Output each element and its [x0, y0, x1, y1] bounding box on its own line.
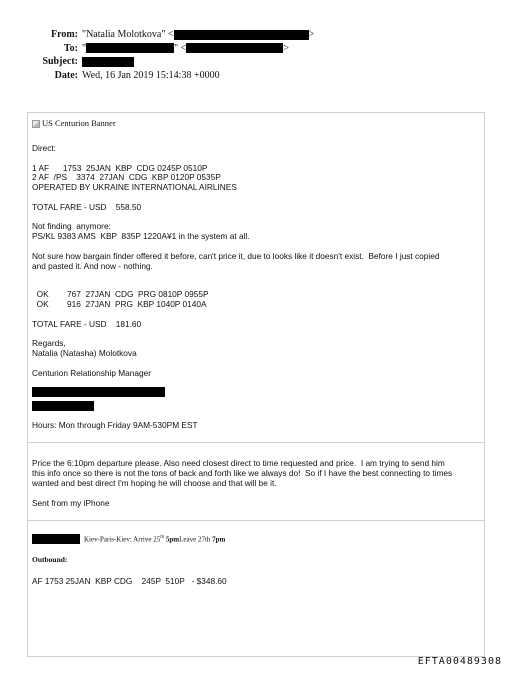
email-header [0, 28, 314, 82]
banner [32, 118, 482, 130]
hours-block [32, 421, 482, 431]
divider [27, 442, 485, 443]
to-label: To: [63, 42, 78, 54]
direct-label: Direct: [32, 143, 56, 153]
not-finding-line: Not finding anymore: [32, 221, 111, 232]
redacted-contact [32, 387, 482, 411]
af-fare-line: AF 1753 25JAN KBP CDG 245P 510P - $348.60 [32, 576, 227, 587]
redaction-block [32, 534, 80, 544]
subject-row [0, 55, 314, 69]
total-fare: TOTAL FARE - USD 181.60 [32, 318, 142, 329]
redaction-block [32, 387, 165, 397]
sent-block [32, 499, 482, 509]
note-line: and pasted it. And now - nothing. [32, 260, 153, 271]
reply-line: this info once so there is not the tons of back and forth like we always do! So if I have the best connecting to times [32, 468, 453, 479]
trip-summary [32, 533, 482, 545]
operated-line: OPERATED BY UKRAINE INTERNATIONAL AIRLINES [32, 182, 237, 193]
redaction-block [32, 401, 94, 411]
date-row [0, 69, 314, 83]
title-block [32, 369, 482, 379]
message-body [32, 118, 482, 587]
to-end: > [283, 42, 289, 54]
redaction-block [82, 57, 134, 67]
trip-prefix: Kiev-Paris-Kiev: Arrive 25 [84, 535, 161, 544]
to-mid: " < [174, 42, 187, 54]
from-row [0, 28, 314, 42]
ok-block [32, 290, 482, 310]
trip-leave: Leave 27th [179, 535, 213, 544]
to-row [0, 42, 314, 56]
regards: Regards, [32, 338, 66, 349]
date-value: Wed, 16 Jan 2019 15:14:38 +0000 [82, 69, 220, 81]
reply-block [32, 459, 482, 488]
to-open: " [82, 42, 87, 54]
trip-text [84, 533, 225, 545]
broken-image-icon [32, 120, 40, 128]
note-block [32, 252, 482, 272]
sender-name: Natalia (Natasha) Molotkova [32, 348, 137, 359]
reply-line: wanted and best direct I'm hoping he will choose and that will be it. [32, 477, 277, 488]
direct-block [32, 144, 482, 154]
note-line: Not sure how bargain finder offered it before, can't price it, due to looks like it doesn't exist. Before I just copied [32, 250, 440, 261]
ok-line: OK 916 27JAN PRG KBP 1040P 0140A [32, 299, 207, 310]
trip-superscript: th [160, 535, 165, 541]
route-line: 2 AF /PS 3374 27JAN CDG KBP 0120P 0535P [32, 172, 221, 183]
divider [27, 520, 485, 521]
subject-label: Subject: [42, 56, 78, 67]
route-line: 1 AF 1753 25JAN KBP CDG 0245P 0510P [32, 162, 208, 173]
sent-from: Sent from my iPhone [32, 497, 110, 508]
fare-block [32, 320, 482, 330]
reply-line: Price the 6:10pm departure please. Also need closest direct to time requested and price. I am trying to send him [32, 458, 445, 469]
banner-alt-text: US Centurion Banner [42, 118, 116, 129]
document-id: EFTA00489308 [417, 656, 502, 667]
hours: Hours: Mon through Friday 9AM-530PM EST [32, 419, 198, 430]
fare-block [32, 203, 482, 213]
from-label: From: [50, 29, 78, 40]
redaction-block [186, 43, 283, 53]
from-value: "Natalia Molotkova" < [82, 29, 174, 40]
from-end: > [308, 29, 315, 40]
redaction-block [174, 30, 309, 40]
trip-arrive-time: 5pm [164, 535, 180, 544]
ok-line: OK 767 27JAN CDG PRG 0810P 0955P [32, 289, 209, 300]
trip-leave-time: 7pm [212, 535, 226, 544]
total-fare: TOTAL FARE - USD 558.50 [32, 201, 142, 212]
signature-block [32, 339, 482, 359]
sender-title: Centurion Relationship Manager [32, 367, 151, 378]
outbound-label: Outbound: [32, 555, 68, 565]
pskl-line: PS/KL 9383 AMS KBP 835P 1220A¥1 in the system at all. [32, 231, 250, 242]
redaction-block [86, 43, 174, 53]
itinerary-block [32, 164, 482, 193]
not-finding-block [32, 222, 482, 242]
date-label: Date: [54, 69, 78, 81]
